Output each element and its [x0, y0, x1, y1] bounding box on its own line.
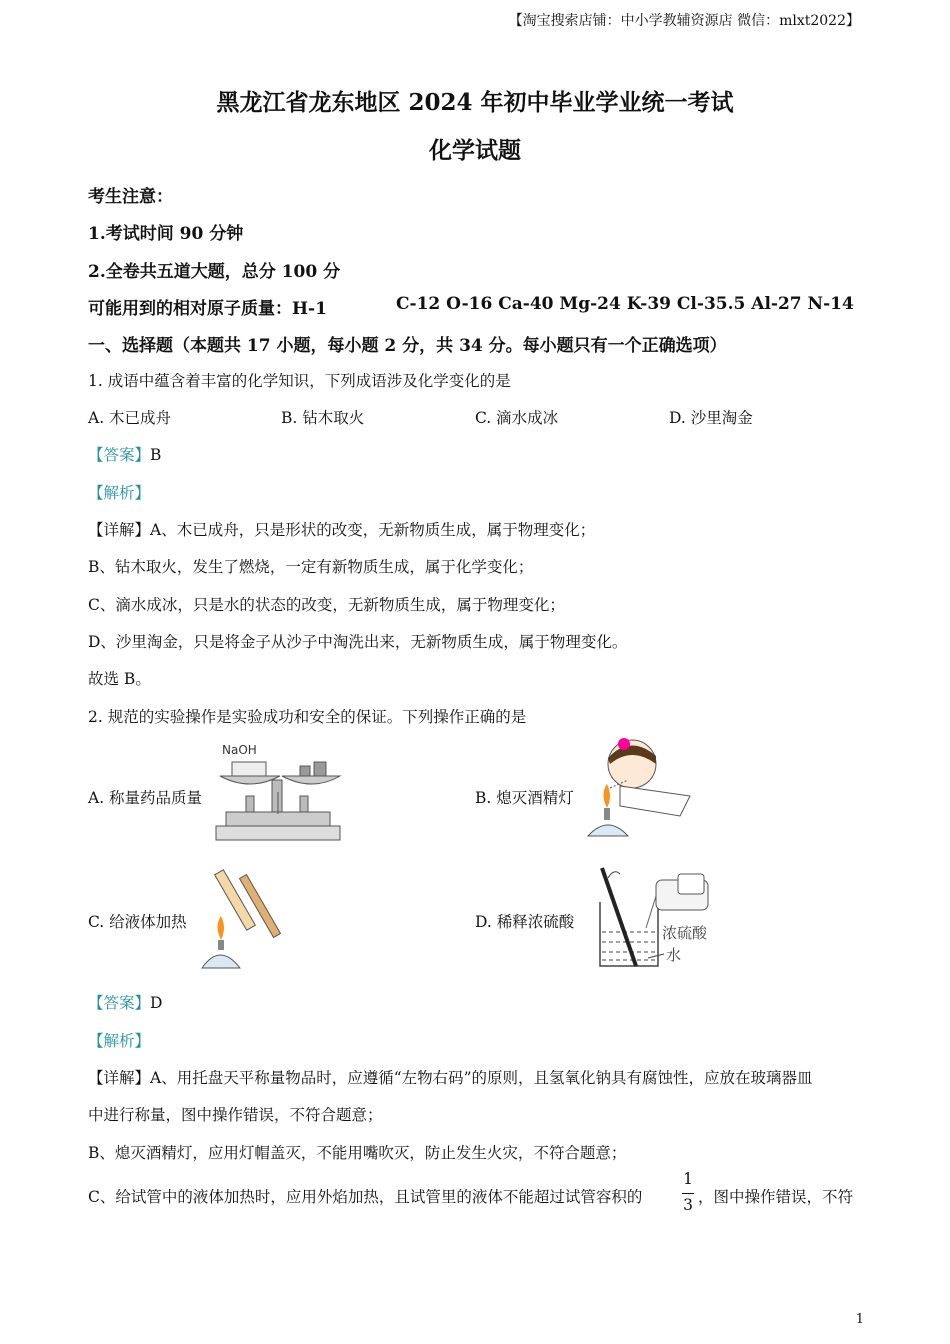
q2-detail-1-text: A、用托盘天平称量物品时，应遵循“左物右码”的原则，且氢氧化钠具有腐蚀性，应放在玻璃器皿	[150, 1069, 813, 1087]
q2-answer-row	[88, 991, 162, 1013]
fraction-denominator: 3	[683, 1196, 693, 1214]
q1-stem: 1. 成语中蕴含着丰富的化学知识，下列成语涉及化学变化的是	[88, 372, 511, 390]
q1-answer-row	[88, 443, 161, 465]
header-note: 【淘宝搜索店铺：中小学教辅资源店 微信：mlxt2022】	[508, 13, 860, 29]
fraction-numerator: 1	[683, 1170, 693, 1188]
q2-detail-3b: ，图中操作错误，不符	[698, 1188, 854, 1206]
q2-detail-1b: 中进行称量，图中操作错误，不符合题意；	[88, 1106, 383, 1124]
acid-label: 浓硫酸	[662, 924, 708, 942]
detail-label: 【详解】	[88, 521, 151, 539]
q2-option-b: B. 熄灭酒精灯	[475, 789, 574, 807]
q1-detail-1-text: A、木已成舟，只是形状的改变，无新物质生成，属于物理变化；	[150, 521, 596, 539]
fraction-bar	[682, 1193, 694, 1194]
q1-option-c: C. 滴水成冰	[475, 409, 559, 427]
page-number: 1	[855, 1312, 864, 1327]
notice-line-1: 1.考试时间 90 分钟	[88, 224, 244, 244]
q1-detail-1	[88, 518, 595, 540]
detail-label: 【详解】	[88, 1069, 151, 1087]
q1-detail-5: 故选 B。	[88, 670, 151, 688]
q2-answer: D	[150, 994, 163, 1012]
dilute-acid-illustration	[592, 862, 722, 977]
q2-detail-2: B、熄灭酒精灯，应用灯帽盖灭，不能用嘴吹灭，防止发生火灾，不符合题意；	[88, 1144, 627, 1162]
q2-stem: 2. 规范的实验操作是实验成功和安全的保证。下列操作正确的是	[88, 708, 527, 726]
alcohol-lamp-blow-illustration	[580, 736, 720, 851]
q2-detail-3a: C、给试管中的液体加热时，应用外焰加热，且试管里的液体不能超过试管容积的	[88, 1188, 643, 1206]
answer-label: 【答案】	[88, 446, 151, 464]
atomic-mass-values: C-12 O-16 Ca-40 Mg-24 K-39 Cl-35.5 Al-27 N-14	[396, 294, 854, 314]
answer-label: 【答案】	[88, 994, 151, 1012]
q1-option-d: D. 沙里淘金	[669, 409, 753, 427]
atomic-mass-label: 可能用到的相对原子质量：H-1	[88, 299, 327, 319]
notice-heading: 考生注意：	[88, 187, 173, 207]
q1-detail-3: C、滴水成冰，只是水的状态的改变，无新物质生成，属于物理变化；	[88, 596, 565, 614]
q2-option-d: D. 稀释浓硫酸	[475, 913, 575, 931]
q2-analysis-label: 【解析】	[88, 1032, 151, 1050]
exam-title: 黑龙江省龙东地区 2024 年初中毕业学业统一考试	[216, 89, 734, 116]
q1-detail-4: D、沙里淘金，只是将金子从沙子中淘洗出来，无新物质生成，属于物理变化。	[88, 633, 628, 651]
q1-detail-2: B、钻木取火，发生了燃烧，一定有新物质生成，属于化学变化；	[88, 558, 534, 576]
naoh-label: NaOH	[222, 743, 257, 757]
q2-option-a: A. 称量药品质量	[88, 789, 203, 807]
q1-option-b: B. 钻木取火	[281, 409, 365, 427]
liquid-heating-illustration	[190, 862, 300, 977]
water-label: 水	[666, 946, 682, 964]
q2-option-c: C. 给液体加热	[88, 913, 187, 931]
q1-option-a: A. 木已成舟	[88, 409, 172, 427]
balance-illustration	[212, 740, 362, 845]
section-heading: 一、选择题（本题共 17 小题，每小题 2 分，共 34 分。每小题只有一个正确选项）	[88, 336, 727, 356]
notice-line-2: 2.全卷共五道大题，总分 100 分	[88, 262, 341, 282]
q1-answer: B	[150, 446, 162, 464]
q2-detail-1	[88, 1066, 813, 1088]
q1-analysis-label: 【解析】	[88, 484, 151, 502]
exam-subtitle: 化学试题	[429, 137, 521, 164]
